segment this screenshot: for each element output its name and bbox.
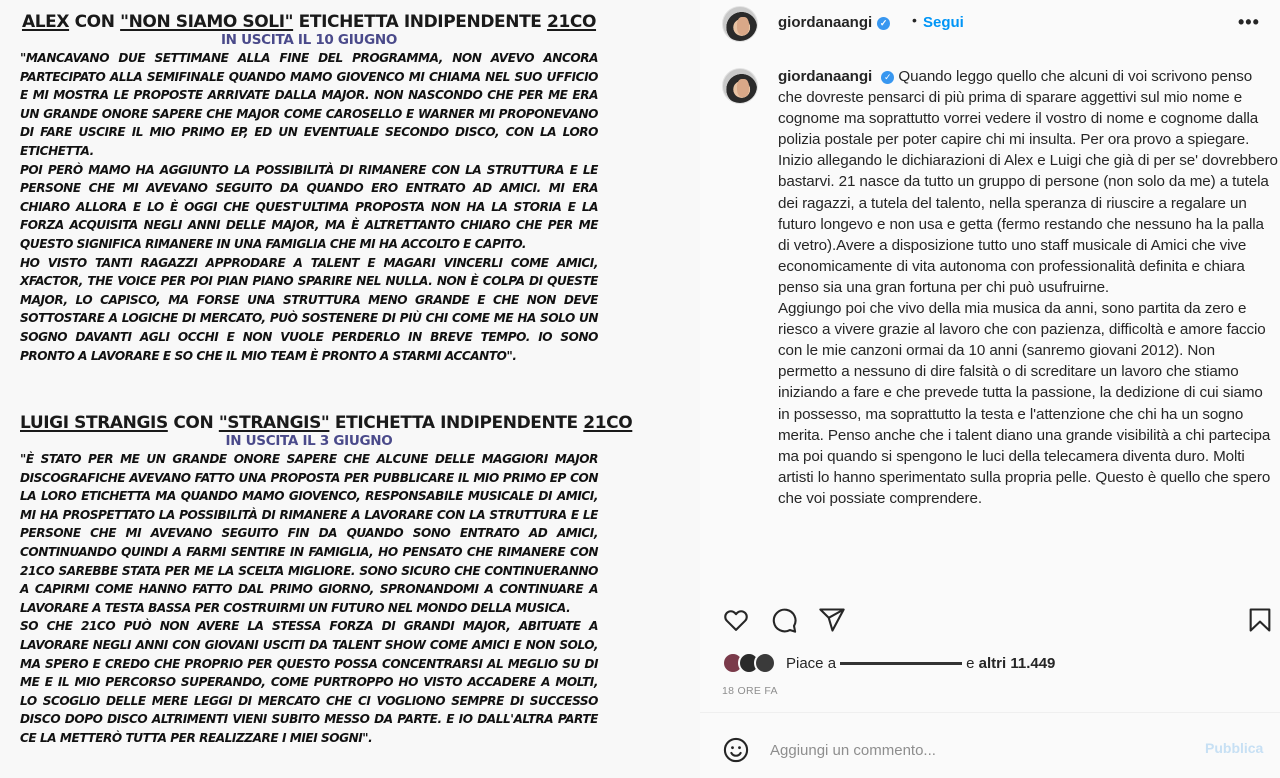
statement-paragraph: "È STATO PER ME UN GRANDE ONORE SAPERE CHE ALCUNE DELLE MAGGIORI MAJOR DISCOGRAFICHE AVEVANO FATTO UNA PROPOSTA PER PUBBLICARE IL MIO PRIMO EP CON LA LORO ETICHETTA MA QUANDO MAMO GIOVENCO, RESPONSABILE MUSICALE DI AMICI, MI HA PROSPETTATO LA POSSIBILITÀ DI RIMANERE A LAVORARE CON LA STRUTTURA E LE PERSONE CHE MI AVEVANO SEGUITO FIN DA QUANDO SONO ENTRATO AD AMICI, CONTINUANDO QUINDI A FARMI SENTIRE IN FAMIGLIA, HO PENSATO CHE RIMANERE CON 21CO SAREBBE STATA PER ME LA SCELTA MIGLIORE. SONO SICURO CHE CONTINUERANNO A CAPIRMI COME HANNO FATTO DAL PRIMO GIORNO, SPRONANDOMI A CONTINUARE A LAVORARE A TESTA BASSA PER COSTRUIRMI UN FUTURO NEL MONDO DELLA MUSICA. bbox=[20, 452, 598, 615]
caption-paragraph: Aggiungo poi che vivo della mia musica da anni, sono partita da zero e riesco a vivere grazie al lavoro che con pazienza, difficoltà e amore faccio con le mie canzoni ormai da 10 anni (sanremo giovani 2012). Non permetto a nessuno di dire falsità o di screditare un lavoro che stiamo iniziando a fare e che prevede tutta la passione, la dedizione di cui siamo in possesso, ma soprattutto la testa e l'attenzione che chi ha un sogno merita. Penso anche che i talent diano una grande visibilità a chi partecipa ma poi quando si spengono le luci della telecamera diventa duro. Molti artisti lo hanno sperimentato sulla propria pelle. Questo è quello che spero che voi possiate comprendere. bbox=[778, 300, 1271, 507]
verified-badge-icon: ✓ bbox=[877, 17, 890, 30]
label-text: ETICHETTA INDIPENDENTE bbox=[334, 413, 578, 433]
comment-icon bbox=[770, 606, 798, 634]
artist-name: LUIGI STRANGIS bbox=[20, 413, 168, 433]
release-date: IN USCITA IL 3 GIUGNO bbox=[225, 433, 393, 449]
separator-dot: • bbox=[912, 12, 917, 28]
likes-summary bbox=[722, 652, 1262, 674]
statement-paragraph: HO VISTO TANTI RAGAZZI APPRODARE A TALENT E MAGARI VINCERLI COME AMICI, XFACTOR, THE VOICE PER POI PIAN PIANO SPARIRE NEL NULLA. NON È COLPA DI QUESTE MAJOR, LO CAPISCO, MA FORSE UNA STRUTTURA MENO GRANDE E CHE NON DEVE SOTTOSTARE A LOGICHE DI MERCATO, PUÒ SOSTENERE DI PIÙ CHI COME ME HA SOLO UN SOGNO DAVANTI AGLI OCCHI E NON VUOLE PERDERLO IN BREVE TEMPO. IO SONO PRONTO A LAVORARE E SO CHE IL MIO TEAM È PRONTO A STARMI ACCANTO". bbox=[20, 255, 598, 363]
caption-paragraph: Quando leggo quello che alcuni di voi scrivono penso che dovreste pensarci di più prima di sparare aggettivi sul mio nome e cognome ma soprattutto vorrei vedere il vostro di nome e cognome dalla polizia postale per poter capire chi mi insulta. Per ora provo a spiegare. Inizio allegando le dichiarazioni di Alex e Luigi che già di per se' dovrebbero bastarvi. 21 nasce da tutto un gruppo di persone (non solo da me) a tutela dei ragazzi, a tutela del talento, nella speranza di riuscire a regalare un futuro longevo e non usa e getta (fermo restando che nessuno ha la palla di vetro).Avere a disposizione tutto uno staff musicale di Amici che vive economicamente di vita autonoma con professionalità definita e chiara penso sia una gran fortuna per chi può usufruirne. bbox=[778, 68, 1278, 296]
liker-username-redacted[interactable] bbox=[840, 655, 962, 672]
statement-paragraph: POI PERÒ MAMO HA AGGIUNTO LA POSSIBILITÀ DI RIMANERE CON LA STRUTTURA E LE PERSONE CHE MI AVEVANO SEGUITO DA QUANDO ERO ENTRATO AD AMICI. MI ERA CHIARO ALLORA E LO È OGGI CHE QUEST'ULTIMA PROPOSTA NON HA LA STORIA E LA FORZA ACQUISITA NEGLI ANNI DELLE MAJOR, MA È ALTRETTANTO CHIARO CHE PER ME QUESTO SIGNIFICA RIMANERE IN UNA FAMIGLIA CHE MI HA ACCOLTO E CAPITO. bbox=[20, 162, 598, 251]
action-bar bbox=[700, 600, 1280, 640]
release-date: IN USCITA IL 10 GIUGNO bbox=[220, 32, 398, 48]
label-name: 21CO bbox=[583, 413, 633, 433]
share-button[interactable] bbox=[818, 606, 846, 634]
save-button[interactable] bbox=[1246, 606, 1274, 634]
author-username[interactable] bbox=[778, 14, 890, 31]
label-name: 21CO bbox=[547, 12, 597, 32]
title-connector: CON bbox=[74, 12, 115, 32]
album-name: "NON SIAMO SOLI" bbox=[120, 12, 294, 32]
liker-avatars[interactable] bbox=[722, 652, 782, 674]
statement-body bbox=[20, 49, 598, 365]
statement-body bbox=[20, 450, 598, 748]
author-avatar[interactable] bbox=[722, 6, 758, 42]
like-button[interactable] bbox=[722, 606, 750, 634]
post-side-panel bbox=[700, 0, 1280, 778]
statement-luigi bbox=[20, 413, 633, 748]
post-comment-button[interactable]: Pubblica bbox=[1205, 740, 1264, 756]
follow-button[interactable]: Segui bbox=[923, 14, 964, 31]
caption-avatar[interactable] bbox=[722, 68, 758, 104]
heart-icon bbox=[722, 606, 750, 634]
comment-button[interactable] bbox=[770, 606, 798, 634]
paper-plane-icon bbox=[818, 606, 846, 634]
artist-name: ALEX bbox=[21, 12, 70, 32]
statement-paragraph: "MANCAVANO DUE SETTIMANE ALLA FINE DEL PROGRAMMA, NON AVEVO ANCORA PARTECIPATO ALLA SEMIFINALE QUANDO MAMO GIOVENCO MI CHIAMA NEL SUO UFFICIO E MI MOSTRA LE PROPOSTE ARRIVATE DALLA MAJOR. NON NASCONDO CHE PER ME ERA UN GRANDE ONORE SAPERE CHE MAJOR COME CAROSELLO E WARNER MI PROPONEVANO DI FARE USCIRE IL MIO PRIMO EP, ED UN EVENTUALE SECONDO DISCO, CON LA LORO ETICHETTA. bbox=[20, 51, 598, 158]
divider bbox=[700, 712, 1280, 713]
emoji-button[interactable] bbox=[722, 736, 750, 764]
statement-alex bbox=[20, 12, 598, 365]
smiley-face-icon bbox=[722, 736, 750, 764]
statement-title bbox=[20, 413, 633, 433]
caption-username[interactable]: giordanaangi bbox=[778, 68, 873, 85]
username-text[interactable]: giordanaangi bbox=[778, 14, 873, 31]
statement-title bbox=[20, 12, 598, 32]
caption-text bbox=[778, 66, 1278, 509]
bookmark-icon bbox=[1246, 606, 1274, 634]
comment-bar bbox=[700, 730, 1280, 770]
comment-input[interactable] bbox=[770, 738, 1170, 762]
verified-badge-icon: ✓ bbox=[881, 71, 894, 84]
title-connector: CON bbox=[173, 413, 214, 433]
post-timestamp[interactable]: 18 ORE FA bbox=[722, 685, 778, 697]
more-options-icon[interactable]: ••• bbox=[1238, 12, 1260, 32]
post-header bbox=[700, 0, 1280, 50]
statement-paragraph: SO CHE 21CO PUÒ NON AVERE LA STESSA FORZA DI GRANDI MAJOR, ABITUATE A LAVORARE NEGLI ANNI CON GIOVANI USCITI DA TALENT SHOW COME AMICI E NON SOLO, MA SPERO E CREDO CHE PROPRIO PER QUESTO POSSA CONCENTRARSI AL MEGLIO SU DI ME E IL MIO PERCORSO SUPERANDO, COME PURTROPPO HO VISTO ACCADERE A MOLTI, LO SCOGLIO DELLE MERE LEGGI DI MERCATO CHE CI VOGLIONO SEMPRE DI SUCCESSO DISCO DOPO DISCO ALTRIMENTI VIENI SUBITO MESSO DA PARTE. E IO DALL'ALTRA PARTE CE LA METTERÒ TUTTA PER REALIZZARE I MIEI SOGNI". bbox=[20, 619, 598, 745]
album-name: "STRANGIS" bbox=[218, 413, 330, 433]
likes-text: Piace a e altri 11.449 bbox=[786, 655, 1056, 672]
label-text: ETICHETTA INDIPENDENTE bbox=[298, 12, 542, 32]
likes-count[interactable]: altri 11.449 bbox=[978, 655, 1056, 672]
